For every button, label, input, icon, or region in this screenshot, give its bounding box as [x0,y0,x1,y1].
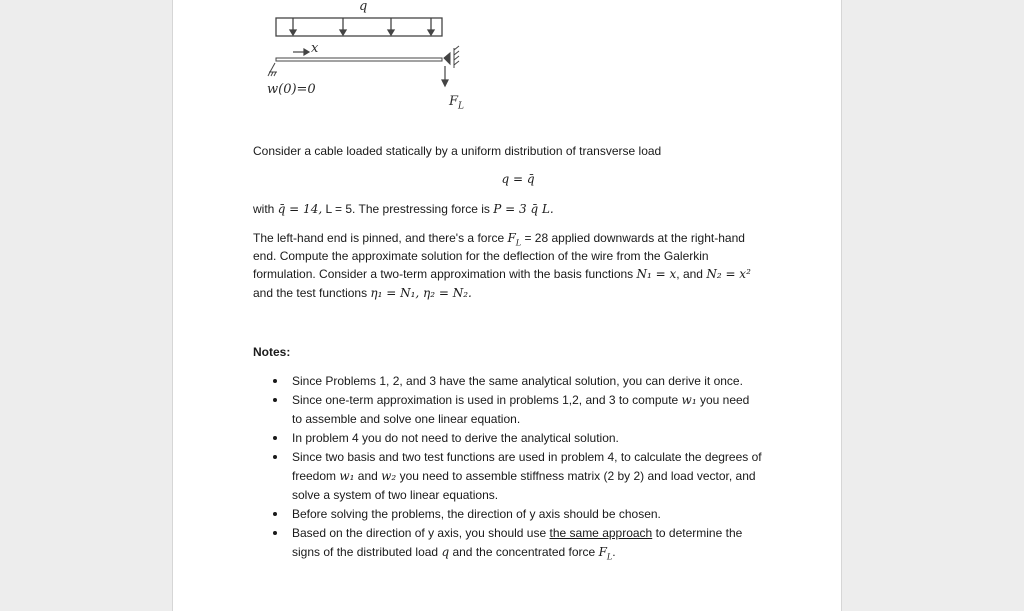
x-label: x [311,41,319,56]
force-label: $F_L$ [449,94,465,112]
list-item: Based on the direction of y axis, you should use the same approach to determine the signs of the distributed load q and the concentrated force $F_L$. [253,524,773,566]
bullet-icon [273,436,277,440]
body-line-1: The left-hand end is pinned, and there's a force $F_L = 28$ applied downwards at the right-hand [253,231,745,248]
cable-diagram-svg [263,0,523,120]
cable-diagram [263,0,523,120]
pin-support [268,63,277,76]
intro-paragraph: Consider a cable loaded statically by a uniform distribution of transverse load [253,144,662,158]
boundary-condition-label: w(0)=0 [267,82,316,97]
load-arrows [290,18,434,35]
x-axis-arrow [293,49,309,55]
list-item: In problem 4 you do not need to derive the analytical solution. [253,429,773,448]
list-item: Since Problems 1, 2, and 3 have the same analytical solution, you can derive it once. [253,372,773,391]
list-item: Before solving the problems, the direction of y axis should be chosen. [253,505,773,524]
body-line-4: and the test functions η₁ = N₁, η₂ = N₂. [253,286,472,300]
bullet-icon [273,512,277,516]
bullet-icon [273,531,277,535]
list-item: Since two basis and two test functions are used in problem 4, to calculate the degrees of freedom w₁ and w₂ you need to assemble stiffness matrix (2 by 2) and load vector, and solve a system of two linear equations. [253,448,773,505]
document-page [172,0,842,611]
same-approach-link[interactable]: the same approach [549,526,653,540]
force-arrow [442,66,448,86]
load-equation: q = q̄ [501,172,535,186]
cable-line [276,58,442,61]
bullet-icon [273,455,277,459]
notes-heading: Notes: [253,345,291,359]
list-item: Since one-term approximation is used in problems 1,2, and 3 to compute w₁ you need to assemble and solve one linear equation. [253,391,773,429]
bullet-icon [273,379,277,383]
q-label: q [359,0,368,14]
distributed-load-box [276,18,442,36]
notes-list [253,372,773,566]
body-line-2: end. Compute the approximate solution for the deflection of the wire from the Galerkin [253,249,709,263]
right-end-support [444,46,459,68]
bullet-icon [273,398,277,402]
body-line-3: formulation. Consider a two-term approximation with the basis functions N₁ = x, and N₂ = x² [253,267,751,281]
parameters-paragraph: with q̄ = 14, L = 5. The prestressing force is P = 3 q̄ L. [253,202,554,216]
